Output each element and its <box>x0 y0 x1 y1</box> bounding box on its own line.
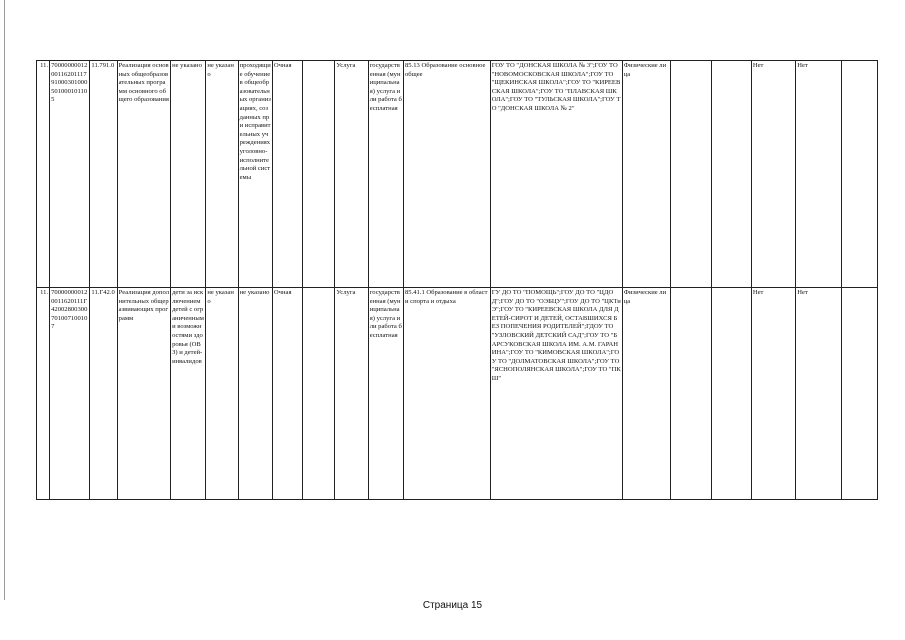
content-3: проходящие обучение в общеобразовательных организациях, созданных при исправительных учреждениях уголовно-исполнительной системы <box>238 61 272 288</box>
row-number: 11. <box>37 288 50 500</box>
empty-cell <box>303 288 335 500</box>
flag-2: Нет <box>796 61 841 288</box>
empty-cell <box>841 288 877 500</box>
paid-flag: Нет <box>751 61 795 288</box>
empty-cell <box>671 61 711 288</box>
flag-2: Нет <box>796 288 841 500</box>
registry-code: 700000000120011620111791000301000501000101105 <box>50 61 90 288</box>
empty-cell <box>841 61 877 288</box>
table-row <box>37 61 878 288</box>
service-name: Реализация дополнительных общеразвивающих программ <box>117 288 170 500</box>
consumer-category: Физические лица <box>622 288 670 500</box>
service-kind: государственная (муниципальная) услуга или работа бесплатная <box>368 61 403 288</box>
registry-code: 700000000120011620111Г42002800300701007100107 <box>50 288 90 500</box>
content-1: не указано <box>171 61 206 288</box>
service-kind: государственная (муниципальная) услуга или работа бесплатная <box>368 288 403 500</box>
row-number: 11. <box>37 61 50 288</box>
service-code: 11.Г42.0 <box>90 288 117 500</box>
table-row <box>37 288 878 500</box>
service-name: Реализация основных общеобразовательных программ основного общего образования <box>117 61 170 288</box>
consumer-category: Физические лица <box>622 61 670 288</box>
education-form: Очная <box>272 61 302 288</box>
okved-activity: 85.13 Образование основное общее <box>403 61 490 288</box>
page-number: Страница 15 <box>422 600 483 611</box>
content-2: не указано <box>206 288 238 500</box>
service-type: Услуга <box>335 61 368 288</box>
empty-cell <box>711 288 751 500</box>
services-registry-table <box>36 60 878 500</box>
empty-cell <box>303 61 335 288</box>
scan-edge-line <box>4 0 5 600</box>
content-3: не указано <box>238 288 272 500</box>
providers-list: ГУ ДО ТО "ПОМОЩЬ";ГОУ ДО ТО "ЦДОД";ГОУ ДО ТО "ОЭБЦУ";ГОУ ДО ТО "ЦКТиЭ";ГОУ ТО "КИРЕЕВСКАЯ ШКОЛА ДЛЯ ДЕТЕЙ-СИРОТ И ДЕТЕЙ, ОСТАВШИХСЯ БЕЗ ПОПЕЧЕНИЯ РОДИТЕЛЕЙ";ГДОУ ТО "УЗЛОВСКИЙ ДЕТСКИЙ САД";ГОУ ТО "БАРСУКОВСКАЯ ШКОЛА ИМ. А.М. ГАРАНИНА";ГОУ ТО "КИМОВСКАЯ ШКОЛА";ГОУ ТО "ДОЛМАТОВСКАЯ ШКОЛА";ГОУ ТО "ЯСНОПОЛЯНСКАЯ ШКОЛА";ГОУ ТО "ПКШ" <box>490 288 622 500</box>
content-1: дети за исключением детей с ограниченными возможностями здоровья (ОВЗ) и детей-инвалидов <box>171 288 206 500</box>
empty-cell <box>671 288 711 500</box>
education-form: Очная <box>272 288 302 500</box>
content-2: не указано <box>206 61 238 288</box>
service-type: Услуга <box>335 288 368 500</box>
okved-activity: 85.41.1 Образование в области спорта и отдыха <box>403 288 490 500</box>
empty-cell <box>711 61 751 288</box>
service-code: 11.791.0 <box>90 61 117 288</box>
paid-flag: Нет <box>751 288 795 500</box>
providers-list: ГОУ ТО "ДОНСКАЯ ШКОЛА № 3";ГОУ ТО "НОВОМОСКОВСКАЯ ШКОЛА";ГОУ ТО "ЩЕКИНСКАЯ ШКОЛА";ГОУ ТО "КИРЕЕВСКАЯ ШКОЛА";ГОУ ТО "ПЛАВСКАЯ ШКОЛА";ГОУ ТО "ТУЛЬСКАЯ ШКОЛА";ГОУ ТО "ДОНСКАЯ ШКОЛА № 2" <box>490 61 622 288</box>
